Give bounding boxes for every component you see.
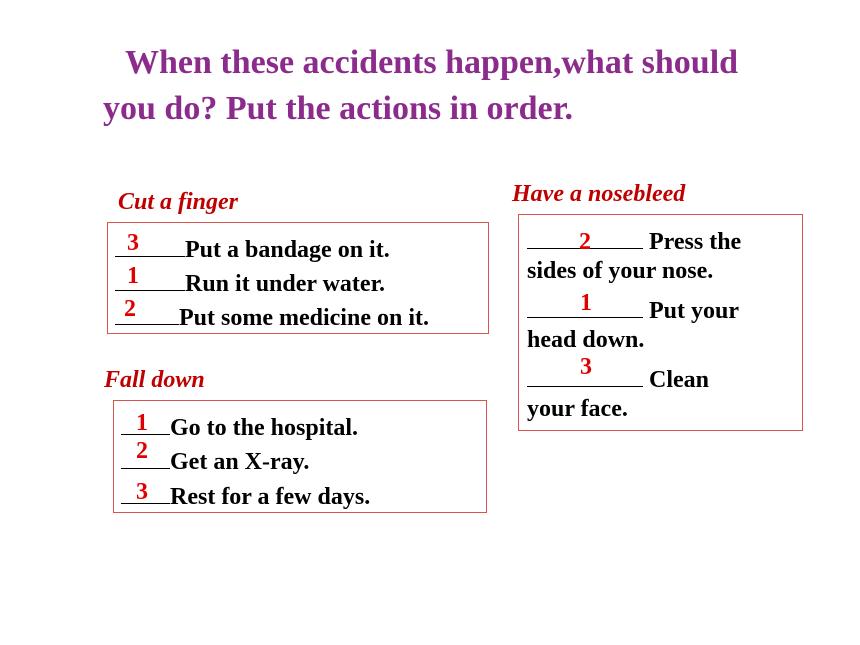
fall-down-item-3 xyxy=(121,477,370,512)
line-text: Press the xyxy=(643,229,742,255)
item-text: Put some medicine on it. xyxy=(179,305,429,331)
page-title xyxy=(103,40,743,132)
answer-number: 1 xyxy=(136,410,148,436)
answer-number: 1 xyxy=(127,263,139,289)
answer-number: 3 xyxy=(136,479,148,505)
answer-number: 1 xyxy=(580,290,592,316)
item-text: Go to the hospital. xyxy=(170,415,359,441)
nosebleed-line-2: sides of your nose. xyxy=(527,258,714,284)
line-text: Clean xyxy=(643,367,709,393)
fall-down-item-1 xyxy=(121,408,358,443)
nosebleed-line-1 xyxy=(527,222,741,257)
item-text: Put a bandage on it. xyxy=(185,237,390,263)
item-text: Get an X-ray. xyxy=(170,449,310,475)
cut-finger-item-2 xyxy=(115,264,385,299)
title-text: When these accidents happen,what should you do? Put the actions in order. xyxy=(103,44,739,127)
nosebleed-line-6: your face. xyxy=(527,396,628,422)
answer-number: 3 xyxy=(127,230,139,256)
cut-finger-item-3 xyxy=(115,298,429,333)
cut-finger-item-1 xyxy=(115,230,390,265)
answer-number: 2 xyxy=(136,438,148,464)
nosebleed-line-4: head down. xyxy=(527,327,645,353)
answer-number: 3 xyxy=(580,354,592,380)
line-text: Put your xyxy=(643,298,739,324)
answer-blank[interactable] xyxy=(115,230,185,257)
nosebleed-line-3 xyxy=(527,291,739,326)
fall-down-heading: Fall down xyxy=(104,367,205,393)
answer-number: 2 xyxy=(124,296,136,322)
nosebleed-heading: Have a nosebleed xyxy=(512,181,686,207)
answer-blank[interactable] xyxy=(115,264,185,291)
fall-down-item-2 xyxy=(121,442,309,477)
item-text: Run it under water. xyxy=(185,271,386,297)
nosebleed-line-5 xyxy=(527,360,709,395)
answer-number: 2 xyxy=(579,229,591,255)
cut-finger-heading: Cut a finger xyxy=(118,189,239,215)
item-text: Rest for a few days. xyxy=(170,484,371,510)
